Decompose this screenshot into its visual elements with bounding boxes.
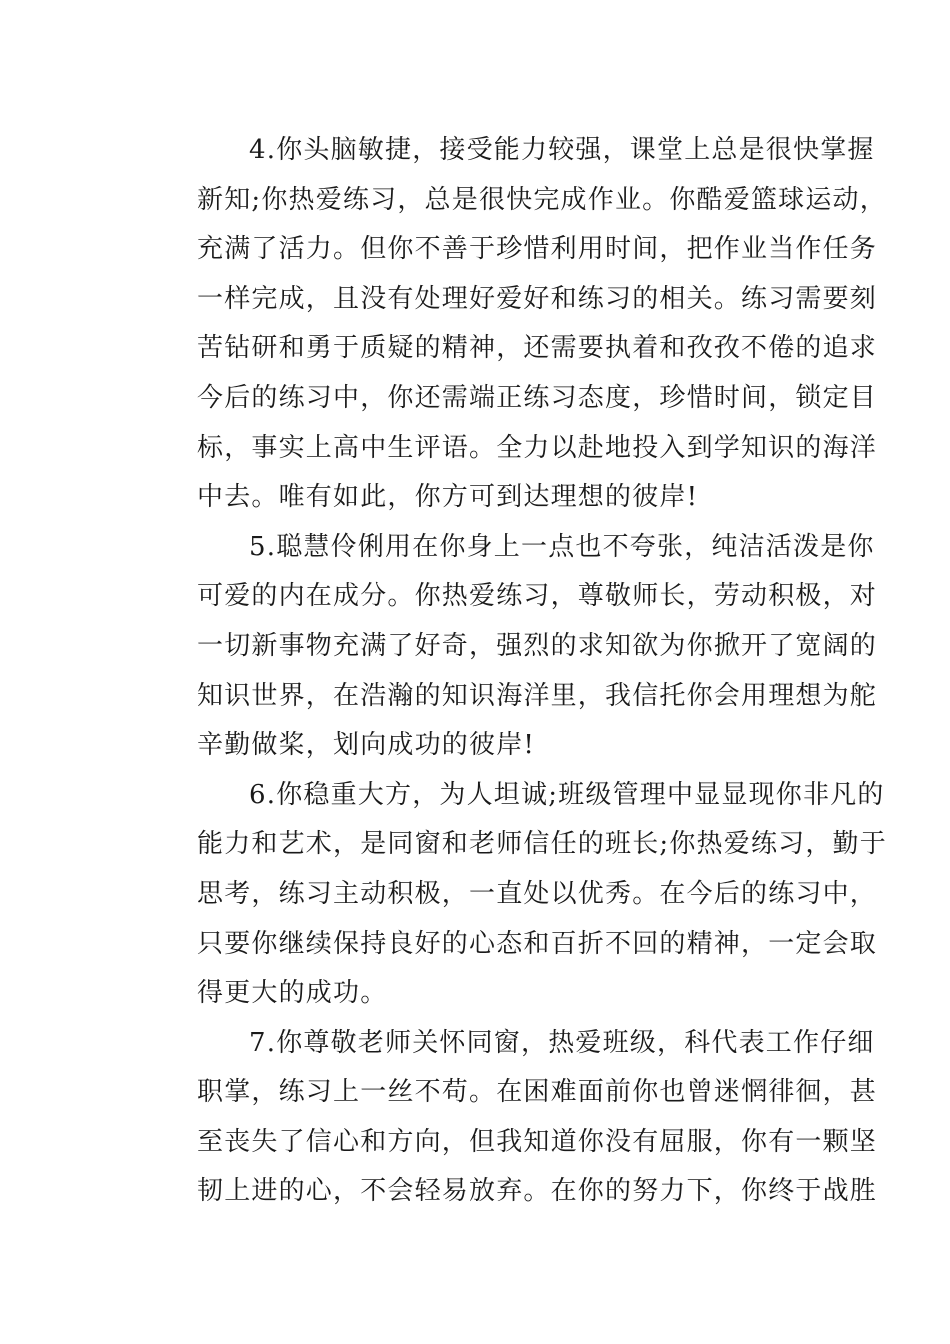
- paragraph-line: 7.你尊敬老师关怀同窗，热爱班级，科代表工作仔细: [249, 1027, 875, 1058]
- paragraph-line: 一样完成，且没有处理好爱好和练习的相关。练习需要刻: [197, 283, 878, 314]
- paragraph-line: 6.你稳重大方，为人坦诚;班级管理中显显现你非凡的: [249, 779, 885, 810]
- paragraph-line: 思考，练习主动积极，一直处以优秀。在今后的练习中，: [197, 878, 878, 909]
- paragraph-line: 知识世界，在浩瀚的知识海洋里，我信托你会用理想为舵: [197, 680, 878, 711]
- paragraph-line: 只要你继续保持良好的心态和百折不回的精神，一定会取: [197, 928, 878, 959]
- paragraph-line: 韧上进的心，不会轻易放弃。在你的努力下，你终于战胜: [197, 1176, 878, 1207]
- paragraph-line: 4.你头脑敏捷，接受能力较强，课堂上总是很快掌握: [249, 135, 875, 165]
- paragraph-line: 充满了活力。但你不善于珍惜利用时间，把作业当作任务: [197, 234, 878, 265]
- paragraph-line: 中去。唯有如此，你方可到达理想的彼岸!: [197, 482, 699, 513]
- paragraph-line: 可爱的内在成分。你热爱练习，尊敬师长，劳动积极，对: [197, 581, 878, 612]
- paragraph-7: [145, 1019, 878, 1217]
- paragraph-line: 职掌，练习上一丝不苟。在困难面前你也曾迷惘徘徊，甚: [197, 1077, 878, 1108]
- paragraph-line: 新知;你热爱练习，总是很快完成作业。你酷爱篮球运动，: [197, 184, 887, 215]
- paragraph-line: 标，事实上高中生评语。全力以赴地投入到学知识的海洋: [197, 432, 878, 463]
- document-body: [145, 126, 887, 1217]
- paragraph-line: 今后的练习中，你还需端正练习态度，珍惜时间，锁定目: [197, 382, 878, 413]
- paragraph-line: 辛勤做桨，划向成功的彼岸!: [197, 730, 536, 761]
- paragraph-line: 苦钻研和勇于质疑的精神，还需要执着和孜孜不倦的追求: [197, 333, 878, 364]
- paragraph-line: 一切新事物充满了好奇，强烈的求知欲为你掀开了宽阔的: [197, 630, 878, 661]
- paragraph-line: 得更大的成功。: [197, 978, 388, 1009]
- paragraph-line: 至丧失了信心和方向，但我知道你没有屈服，你有一颗坚: [197, 1126, 878, 1157]
- paragraph-6: [145, 771, 887, 1019]
- paragraph-5: [145, 523, 878, 771]
- paragraph-line: 能力和艺术，是同窗和老师信任的班长;你热爱练习，勤于: [197, 829, 887, 860]
- paragraph-line: 5.聪慧伶俐用在你身上一点也不夸张，纯洁活泼是你: [249, 531, 875, 562]
- paragraph-4: [145, 126, 887, 523]
